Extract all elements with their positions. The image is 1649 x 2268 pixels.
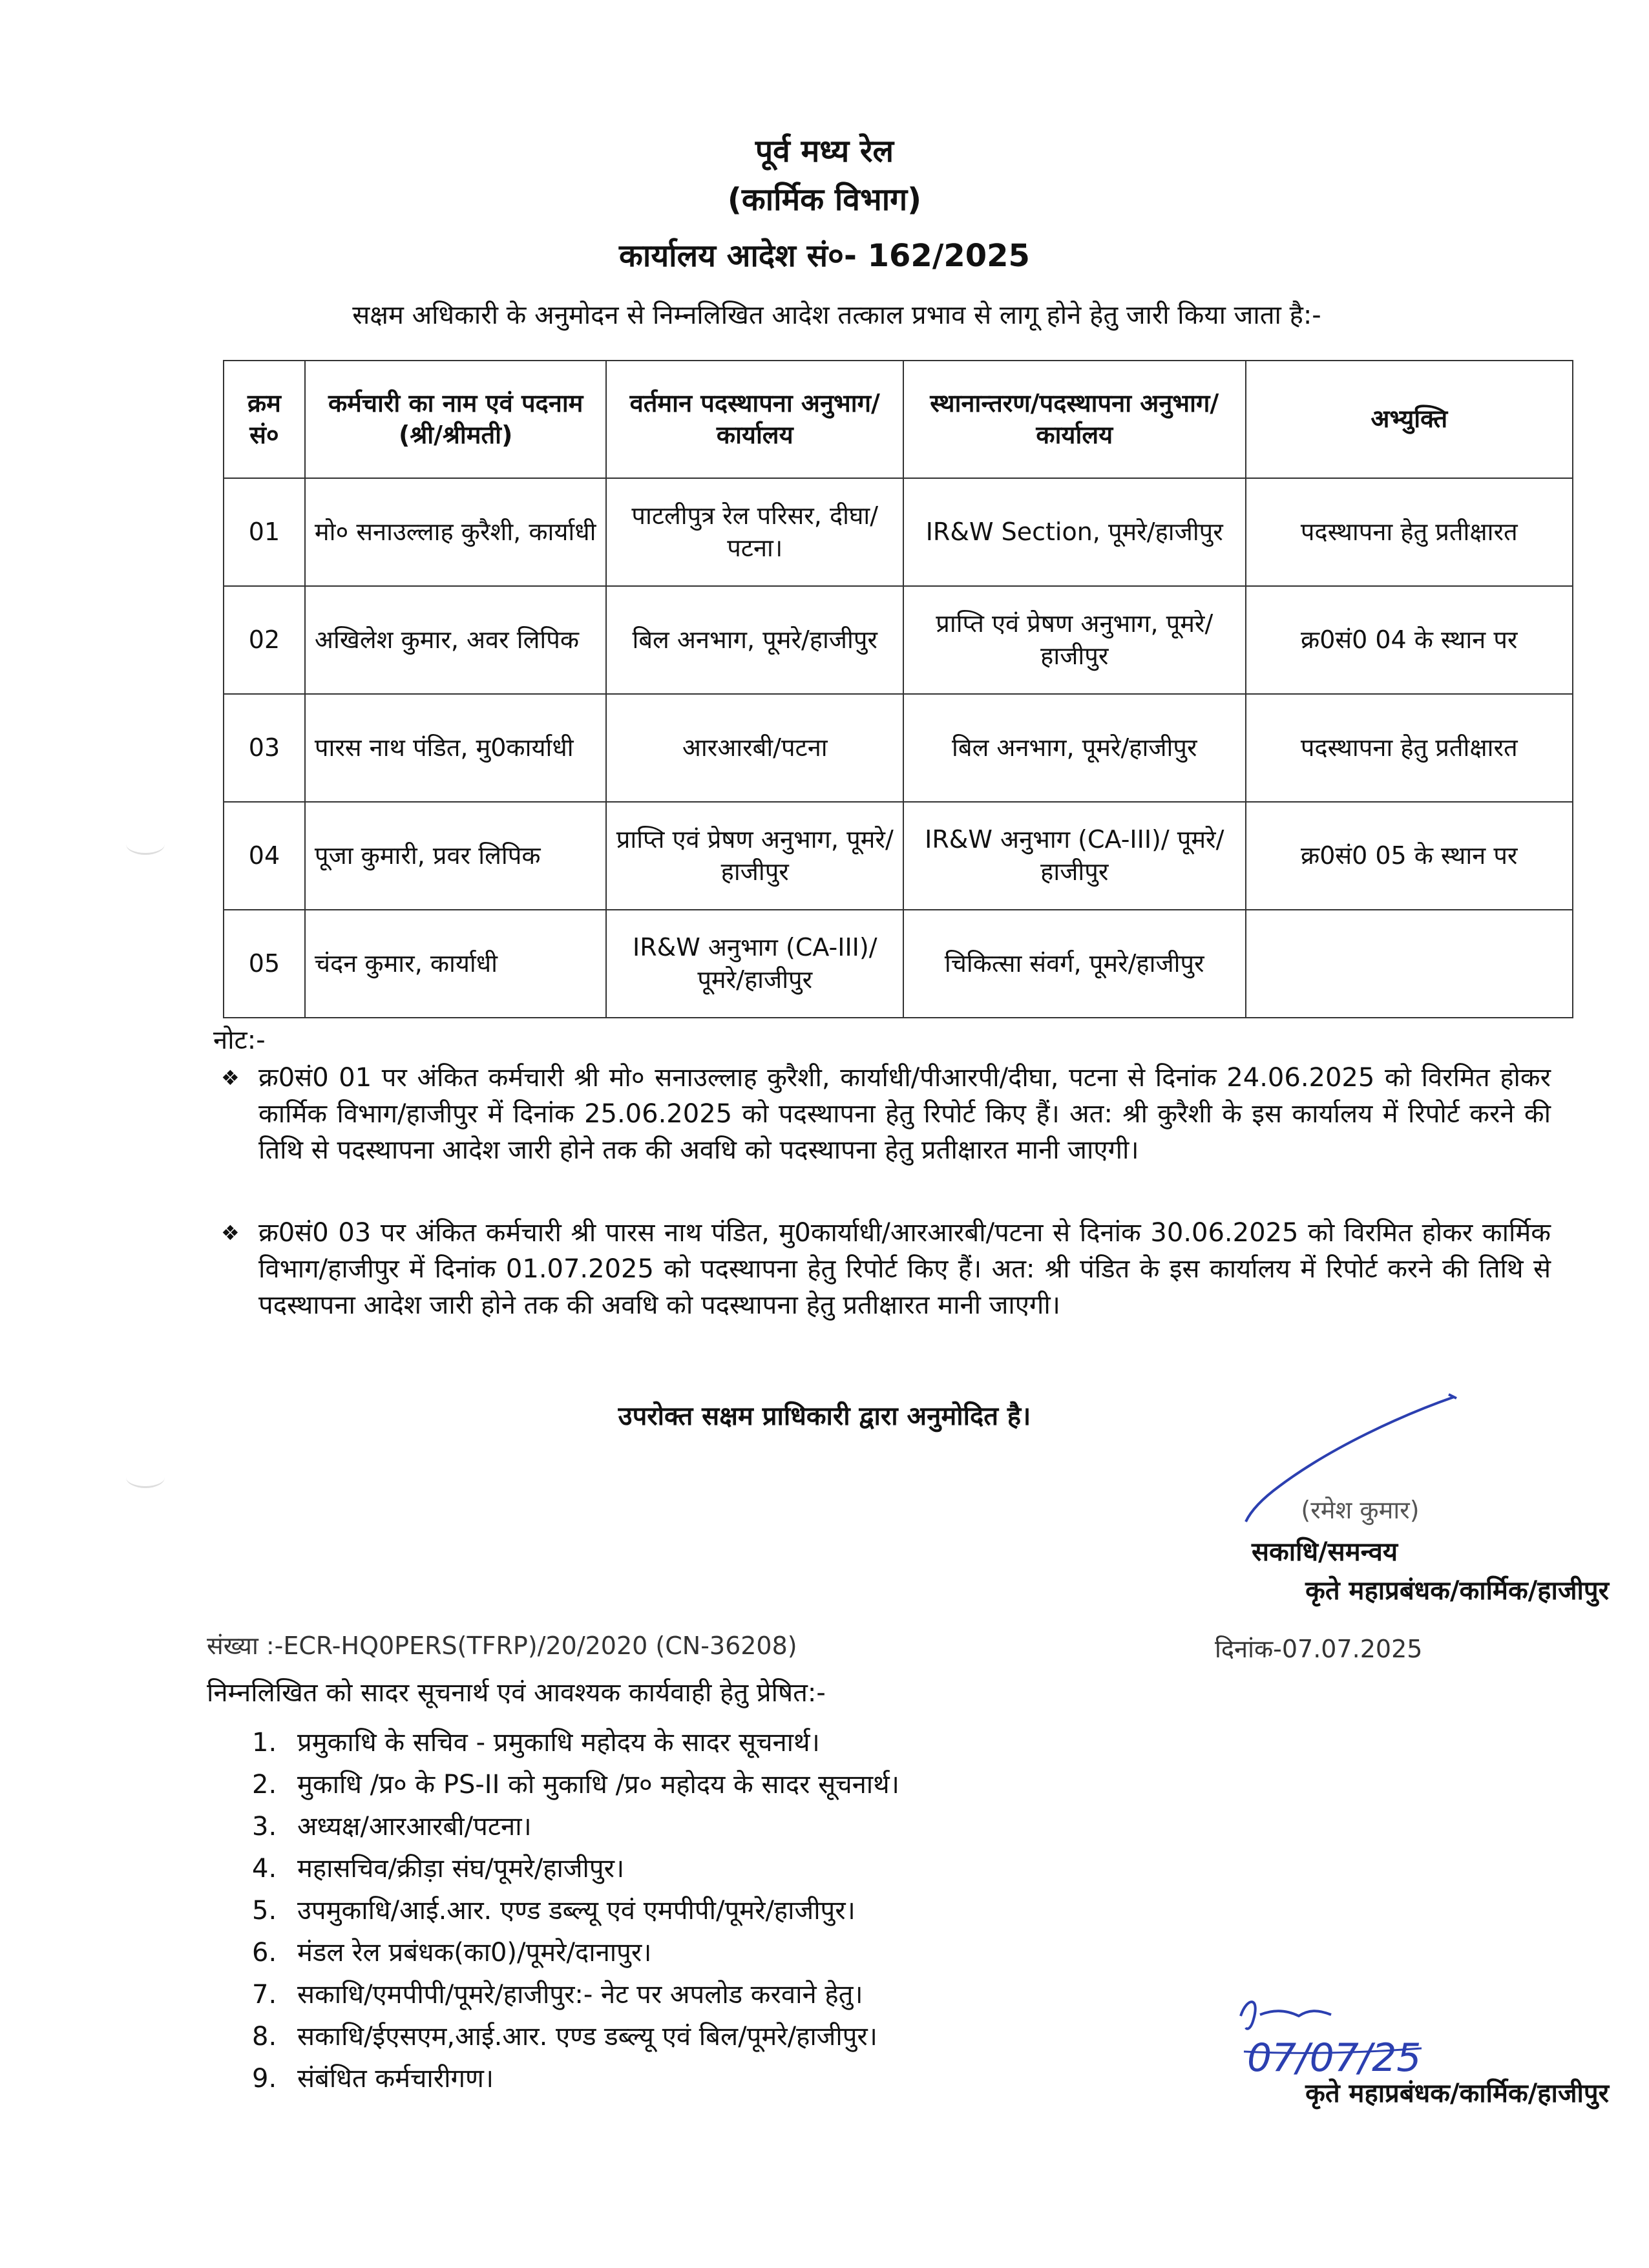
cell-employee: पूजा कुमारी, प्रवर लिपिक	[305, 802, 607, 910]
list-item: 4. महासचिव/क्रीड़ा संघ/पूमरे/हाजीपुर।	[252, 1854, 625, 1884]
signatory-for: कृते महाप्रबंधक/कार्मिक/हाजीपुर	[1305, 1576, 1609, 1606]
cell-remarks: पदस्थापना हेतु प्रतीक्षारत	[1246, 694, 1573, 802]
cell-remarks: पदस्थापना हेतु प्रतीक्षारत	[1246, 478, 1573, 586]
cell-current: बिल अनभाग, पूमरे/हाजीपुर	[606, 586, 903, 694]
cell-employee: अखिलेश कुमार, अवर लिपिक	[305, 586, 607, 694]
cell-transfer: प्राप्ति एवं प्रेषण अनुभाग, पूमरे/हाजीपुर	[903, 586, 1245, 694]
col-transfer-posting: स्थानान्तरण/पदस्थापना अनुभाग/कार्यालय	[903, 361, 1245, 478]
reference-number: संख्या :-ECR-HQ0PERS(TFRP)/20/2020 (CN-36208)	[207, 1632, 797, 1660]
list-item: 8. सकाधि/ईएसएम,आई.आर. एण्ड डब्ल्यू एवं बिल/पूमरे/हाजीपुर।	[252, 2022, 877, 2052]
second-signatory-for: कृते महाप्रबंधक/कार्मिक/हाजीपुर	[1305, 2079, 1609, 2108]
cell-serial: 02	[224, 586, 305, 694]
note-label: नोट:-	[213, 1025, 266, 1055]
note-item	[221, 1215, 1551, 1323]
cell-current: प्राप्ति एवं प्रेषण अनुभाग, पूमरे/हाजीपुर	[606, 802, 903, 910]
order-number: कार्यालय आदेश सं०- 162/2025	[619, 238, 1030, 274]
cell-remarks: क्र0सं0 05 के स्थान पर	[1246, 802, 1573, 910]
cell-serial: 04	[224, 802, 305, 910]
col-current-posting: वर्तमान पदस्थापना अनुभाग/कार्यालय	[606, 361, 903, 478]
cell-transfer: IR&W Section, पूमरे/हाजीपुर	[903, 478, 1245, 586]
org-title: पूर्व मध्य रेल	[755, 133, 894, 169]
cell-transfer: चिकित्सा संवर्ग, पूमरे/हाजीपुर	[903, 910, 1245, 1018]
forwarding-text: निम्नलिखित को सादर सूचनार्थ एवं आवश्यक कार्यवाही हेतु प्रेषित:-	[207, 1678, 826, 1708]
punch-hole-mark	[126, 834, 165, 855]
table-row	[224, 478, 1573, 586]
table-header-row	[224, 361, 1573, 478]
handwritten-date: 07/07/25	[1247, 2035, 1422, 2081]
cell-serial: 05	[224, 910, 305, 1018]
cell-employee: मो० सनाउल्लाह कुरैशी, कार्याधी	[305, 478, 607, 586]
col-serial: क्रम सं०	[224, 361, 305, 478]
diamond-bullet-icon: ❖	[221, 1221, 240, 1245]
approval-statement: उपरोक्त सक्षम प्राधिकारी द्वारा अनुमोदित है।	[618, 1402, 1031, 1431]
intro-text: सक्षम अधिकारी के अनुमोदन से निम्नलिखित आदेश तत्काल प्रभाव से लागू होने हेतु जारी किया जाता है:-	[352, 300, 1321, 330]
table-row	[224, 586, 1573, 694]
cell-serial: 01	[224, 478, 305, 586]
cell-current: पाटलीपुत्र रेल परिसर, दीघा/पटना।	[606, 478, 903, 586]
table-row	[224, 802, 1573, 910]
col-employee: कर्मचारी का नाम एवं पदनाम (श्री/श्रीमती)	[305, 361, 607, 478]
handwritten-initials	[1228, 1990, 1460, 2087]
note-text: क्र0सं0 03 पर अंकित कर्मचारी श्री पारस नाथ पंडित, मु0कार्याधी/आरआरबी/पटना से दिनांक 30.06.2025 को विरमित होकर कार्मिक विभाग/हाजीपुर में दिनांक 01.07.2025 को पदस्थापना हेतु रिपोर्ट किए हैं। अत: श्री पंडित के इस कार्यालय में रिपोर्ट करने की तिथि से पदस्थापना आदेश जारी होने तक की अवधि को पदस्थापना हेतु प्रतीक्षारत मानी जाएगी।	[258, 1218, 1551, 1320]
department-title: (कार्मिक विभाग)	[727, 182, 922, 218]
cell-remarks	[1246, 910, 1573, 1018]
list-item: 5. उपमुकाधि/आई.आर. एण्ड डब्ल्यू एवं एमपीपी/पूमरे/हाजीपुर।	[252, 1896, 856, 1926]
cell-transfer: IR&W अनुभाग (CA-III)/ पूमरे/हाजीपुर	[903, 802, 1245, 910]
note-text: क्र0सं0 01 पर अंकित कर्मचारी श्री मो० सनाउल्लाह कुरैशी, कार्याधी/पीआरपी/दीघा, पटना से दिनांक 24.06.2025 को विरमित होकर कार्मिक विभाग/हाजीपुर में दिनांक 25.06.2025 को पदस्थापना हेतु रिपोर्ट किए हैं। अत: श्री कुरैशी के इस कार्यालय में रिपोर्ट करने की तिथि से पदस्थापना आदेश जारी होने तक की अवधि को पदस्थापना हेतु प्रतीक्षारत मानी जाएगी।	[258, 1063, 1551, 1165]
list-item: 3. अध्यक्ष/आरआरबी/पटना।	[252, 1812, 532, 1842]
cell-serial: 03	[224, 694, 305, 802]
punch-hole-mark	[126, 1467, 165, 1488]
table-row	[224, 694, 1573, 802]
col-remarks: अभ्युक्ति	[1246, 361, 1573, 478]
diamond-bullet-icon: ❖	[221, 1066, 240, 1090]
list-item: 9. संबंधित कर्मचारीगण।	[252, 2064, 494, 2094]
transfer-table	[223, 360, 1573, 1018]
signatory-designation: सकाधि/समन्वय	[1251, 1537, 1398, 1567]
list-item: 2. मुकाधि /प्र० के PS-II को मुकाधि /प्र० महोदय के सादर सूचनार्थ।	[252, 1770, 899, 1800]
reference-date: दिनांक-07.07.2025	[1215, 1635, 1423, 1663]
cell-remarks: क्र0सं0 04 के स्थान पर	[1246, 586, 1573, 694]
table-row	[224, 910, 1573, 1018]
cell-employee: पारस नाथ पंडित, मु0कार्याधी	[305, 694, 607, 802]
list-item: 1. प्रमुकाधि के सचिव - प्रमुकाधि महोदय के सादर सूचनार्थ।	[252, 1728, 820, 1758]
cell-current: आरआरबी/पटना	[606, 694, 903, 802]
cell-transfer: बिल अनभाग, पूमरे/हाजीपुर	[903, 694, 1245, 802]
note-item	[221, 1060, 1551, 1168]
cell-current: IR&W अनुभाग (CA-III)/ पूमरे/हाजीपुर	[606, 910, 903, 1018]
signatory-name: (रमेश कुमार)	[1301, 1496, 1420, 1524]
cell-employee: चंदन कुमार, कार्याधी	[305, 910, 607, 1018]
list-item: 6. मंडल रेल प्रबंधक(का0)/पूमरे/दानापुर।	[252, 1938, 652, 1968]
list-item: 7. सकाधि/एमपीपी/पूमरे/हाजीपुर:- नेट पर अपलोड करवाने हेतु।	[252, 1980, 863, 2010]
